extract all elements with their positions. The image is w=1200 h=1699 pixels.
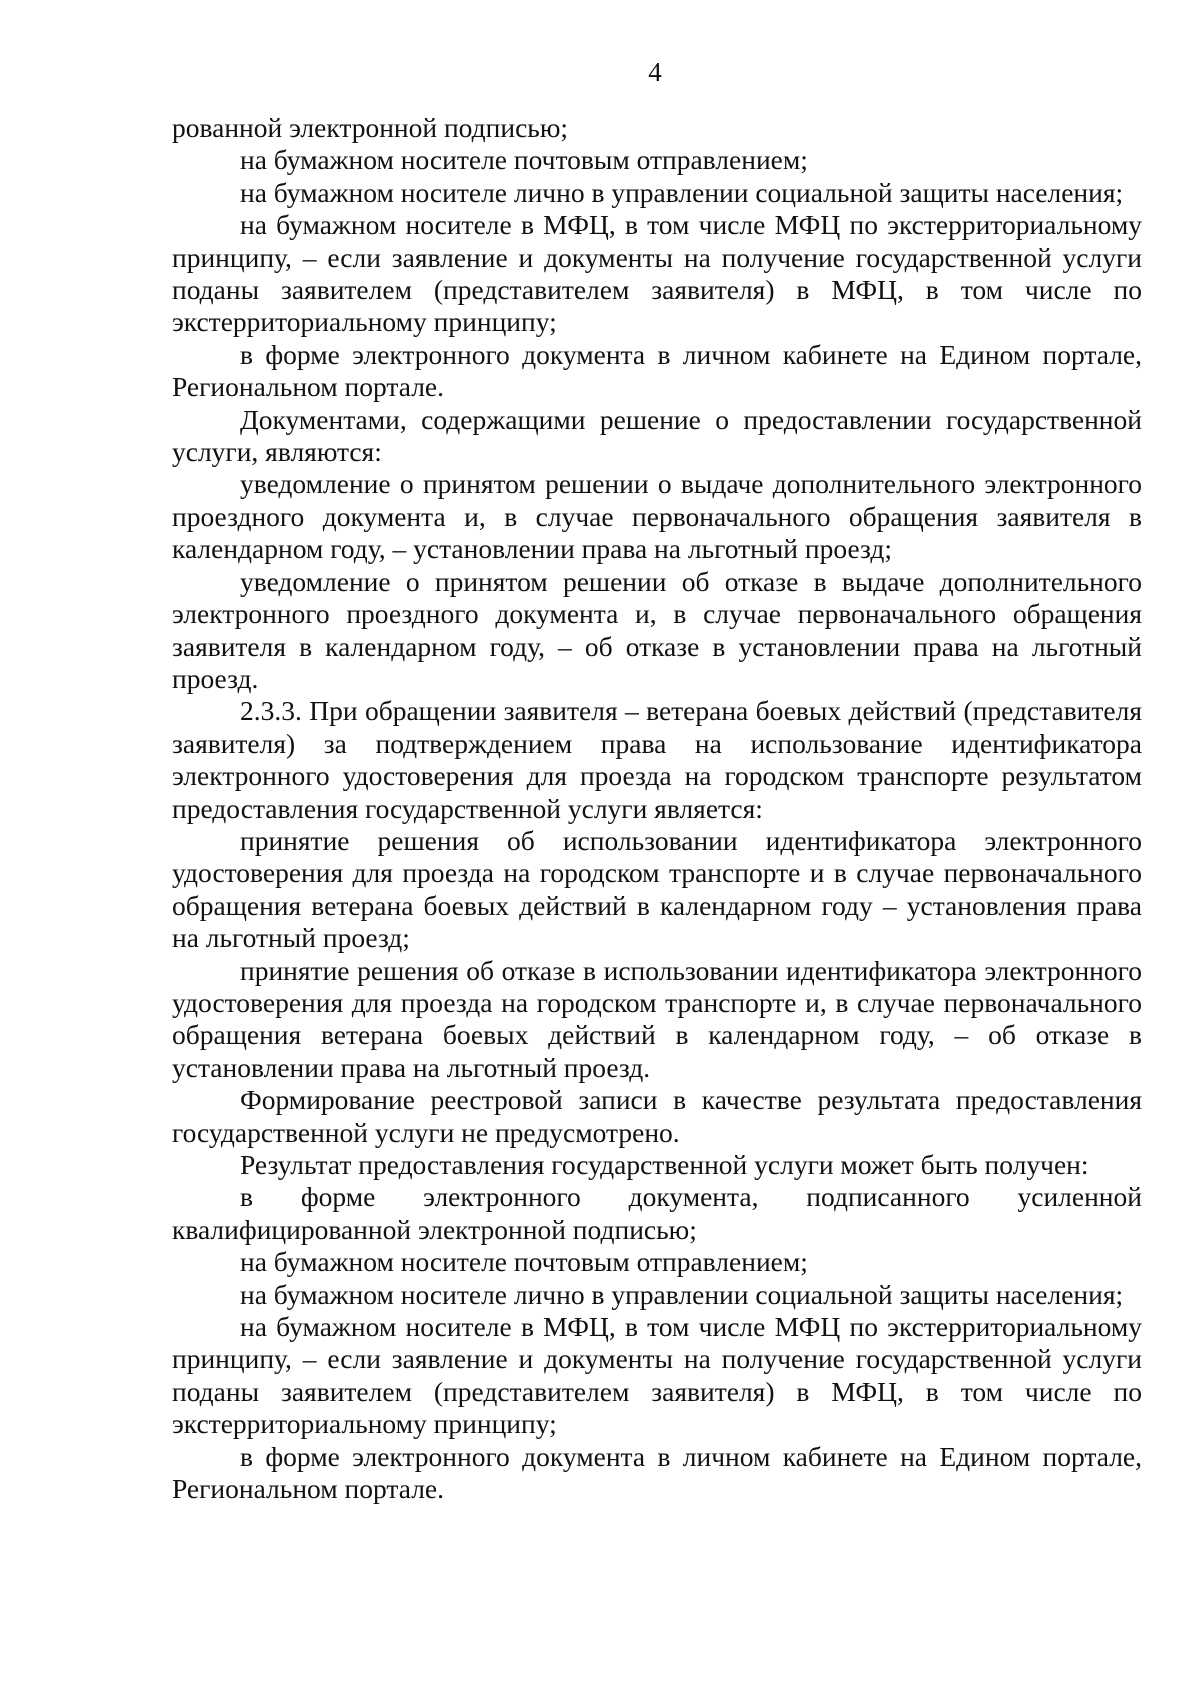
paragraph: на бумажном носителе почтовым отправлением; [240, 1246, 808, 1278]
paragraph: на бумажном носителе лично в управлении социальной защиты населения; [240, 176, 1124, 208]
page-number: 4 [648, 57, 662, 87]
paragraph: Формирование реестровой записи в качестве результата предоставления государственной услуги не предусмотрено. [172, 1084, 1142, 1148]
paragraph: 2.3.3. При обращении заявителя – ветерана боевых действий (представителя заявителя) за подтверждением права на использование идентификатора электронного удостоверения для проезда на городском транспорте результатом предоставления государственной услуги является: [172, 695, 1142, 824]
paragraph: уведомление о принятом решении об отказе в выдаче дополнительного электронного проездного документа и, в случае первоначального обращения заявителя в календарном году, – об отказе в установлении права на льготный проезд. [172, 565, 1142, 694]
paragraph: в форме электронного документа в личном кабинете на Едином портале, Региональном портале. [172, 338, 1142, 403]
paragraph: Результат предоставления государственной услуги может быть получен: [240, 1149, 1089, 1180]
paragraph: на бумажном носителе лично в управлении социальной защиты населения; [240, 1278, 1124, 1310]
paragraph: Документами, содержащими решение о предоставлении государственной услуги, являются: [172, 403, 1142, 468]
paragraph: на бумажном носителе почтовым отправлением; [240, 144, 808, 176]
paragraph: на бумажном носителе в МФЦ, в том числе МФЦ по экстерриториальному принципу, – если заявление и документы на получение государственной услуги поданы заявителем (представителем заявителя) в МФЦ, в том числе по экстерриториальному принципу; [172, 209, 1142, 338]
paragraph: в форме электронного документа, подписанного усиленной квалифицированной электронной подписью; [172, 1181, 1142, 1245]
paragraph: рованной электронной подписью; [172, 112, 568, 143]
paragraph: на бумажном носителе в МФЦ, в том числе МФЦ по экстерриториальному принципу, – если заявление и документы на получение государственной услуги поданы заявителем (представителем заявителя) в МФЦ, в том числе по экстерриториальному принципу; [172, 1311, 1142, 1440]
paragraph: принятие решения об отказе в использовании идентификатора электронного удостоверения для проезда на городском транспорте и, в случае первоначального обращения ветерана боевых действий в календарном году, – об отказе в установлении права на льготный проезд. [172, 954, 1142, 1083]
paragraph: принятие решения об использовании идентификатора электронного удостоверения для проезда на городском транспорте и в случае первоначального обращения ветерана боевых действий в календарном году – установления права на льготный проезд; [172, 824, 1142, 954]
paragraph: уведомление о принятом решении о выдаче дополнительного электронного проездного документа и, в случае первоначального обращения заявителя в календарном году, – установлении права на льготный проезд; [172, 468, 1142, 565]
paragraph: в форме электронного документа в личном кабинете на Едином портале, Региональном портале. [172, 1440, 1142, 1505]
document-body [172, 112, 1142, 1505]
